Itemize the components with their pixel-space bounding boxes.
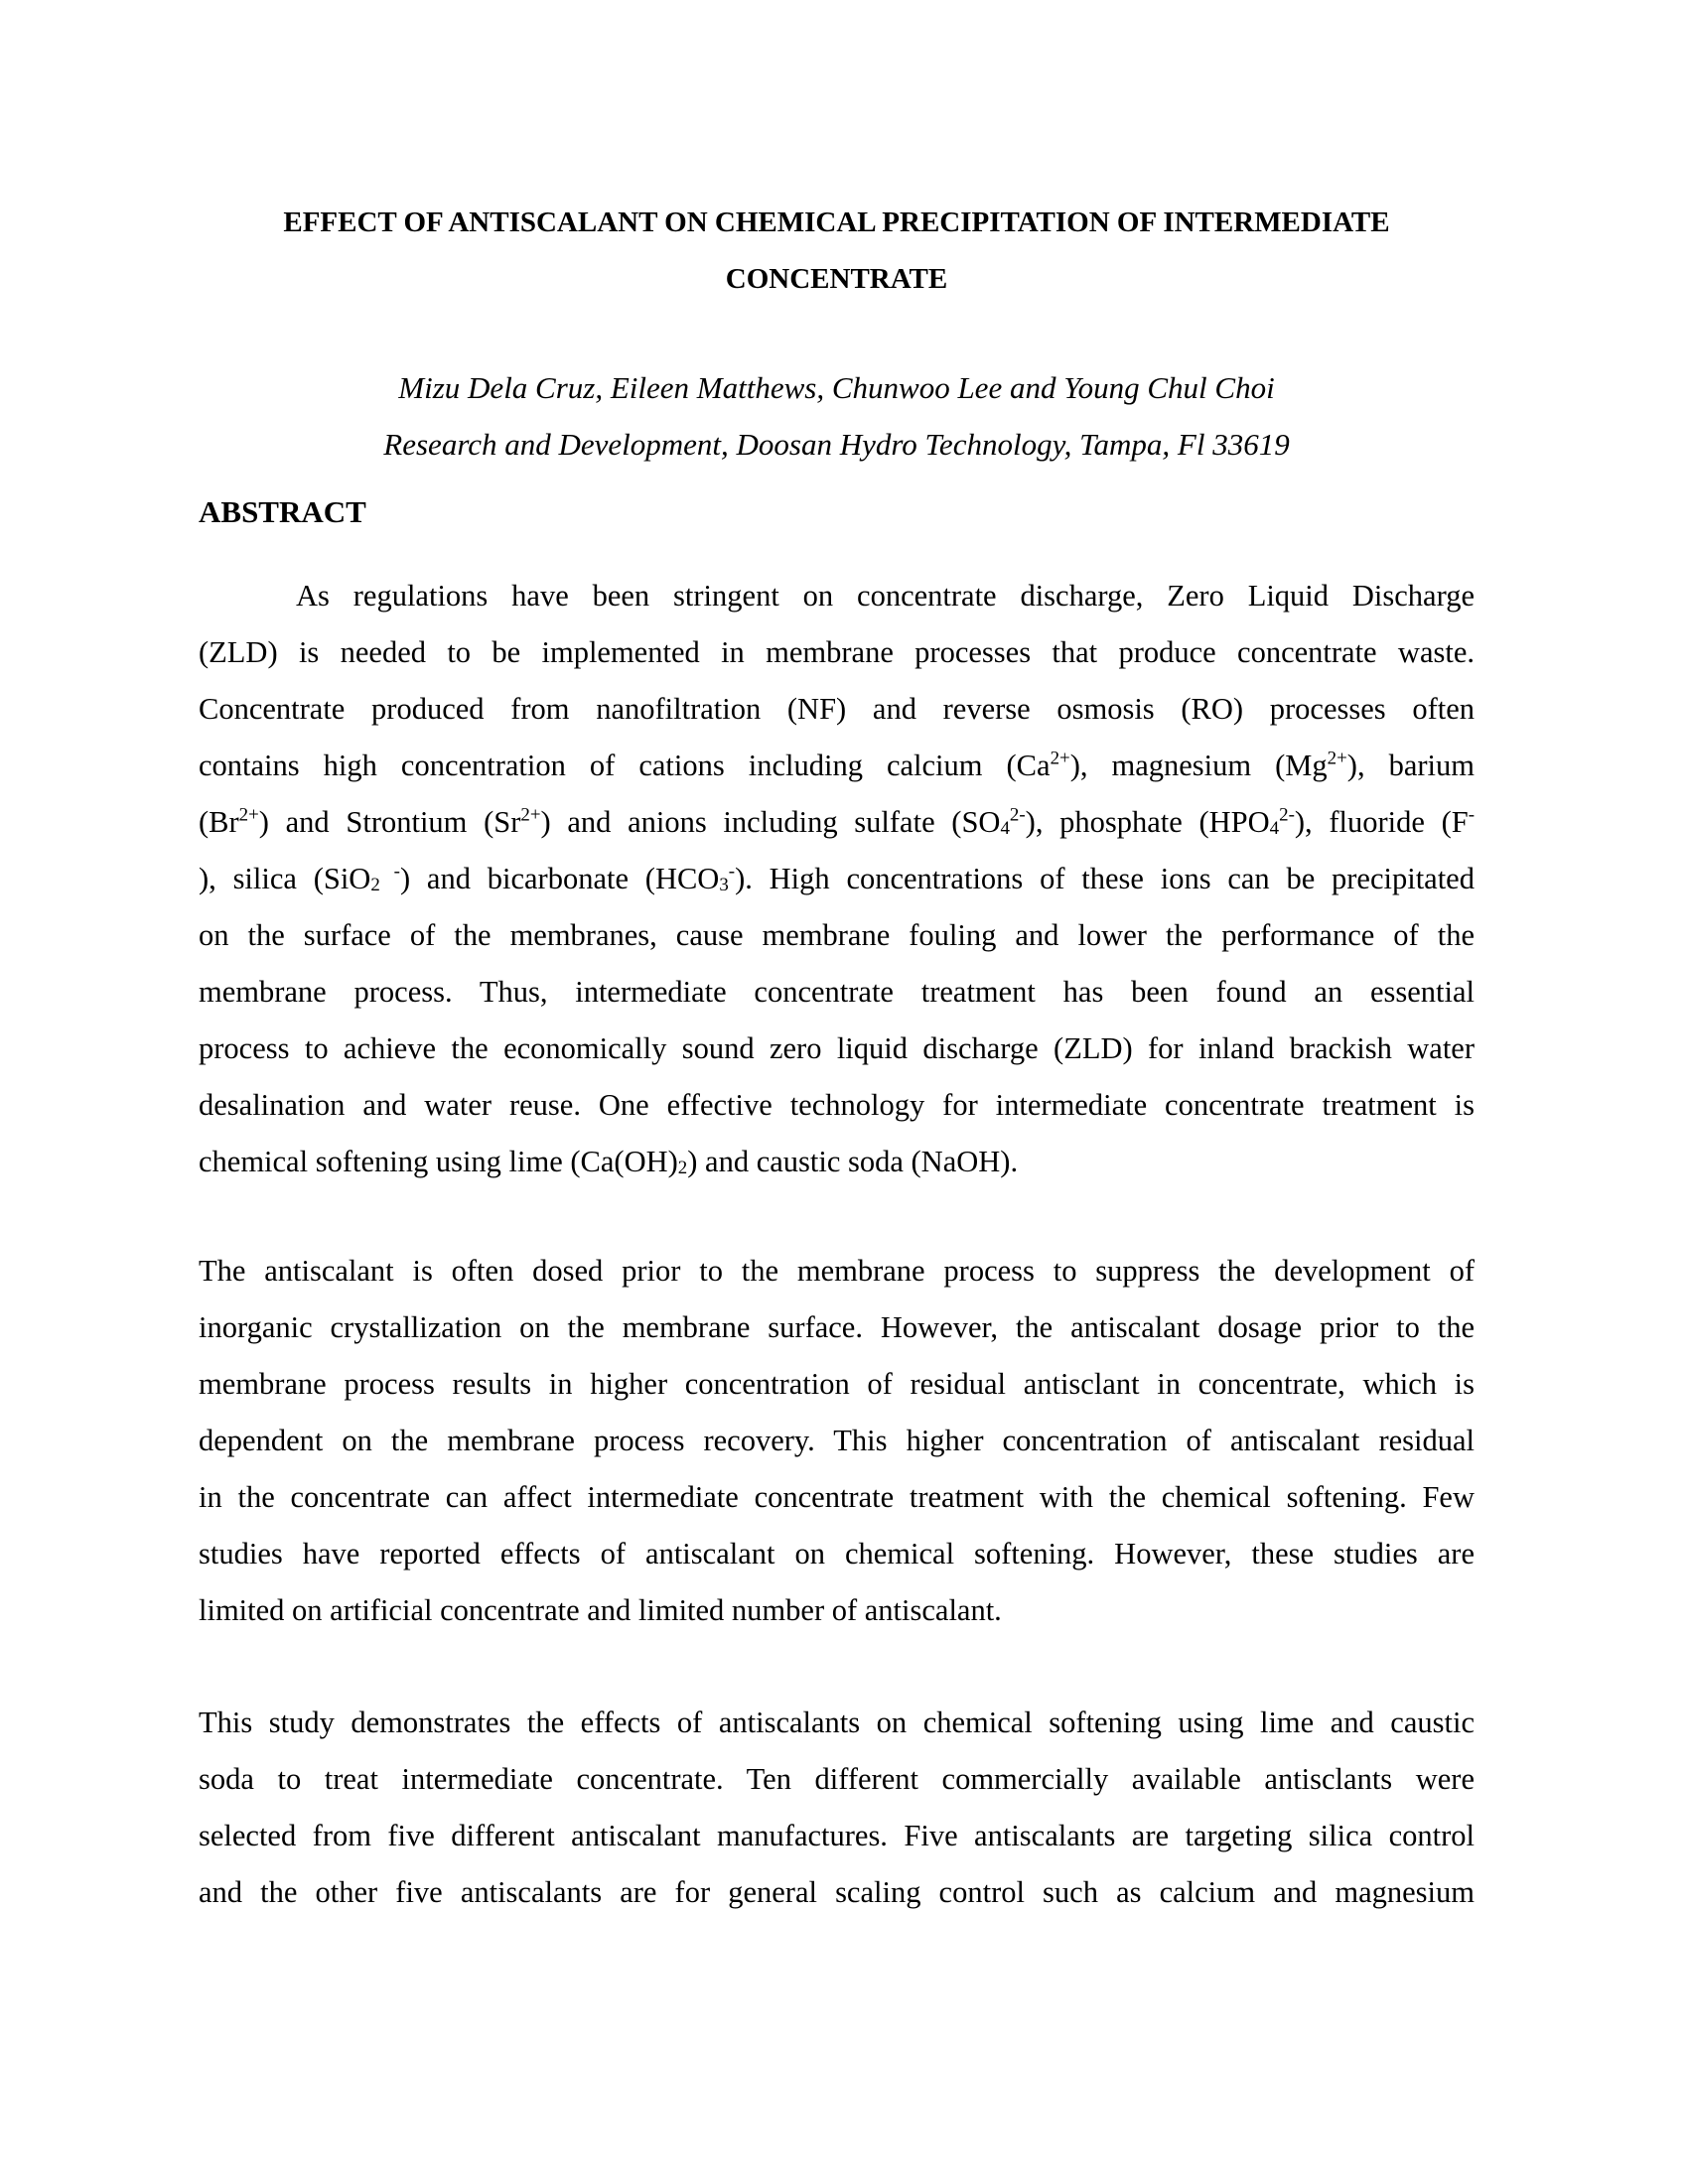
text-line: $(Br^{2+})$ and Strontium $(Sr^{2+})$ and anions including sulfate $(SO_4^{2-})$, phosphate $(HPO_4^{2-})$, fluoride (F-	[199, 804, 1476, 839]
author-block	[199, 359, 1475, 473]
text-line: soda to treat intermediate concentrate. Ten different commercially available antisclants were	[199, 1762, 1475, 1796]
text-line: The antiscalant is often dosed prior to the membrane process to suppress the development of	[199, 1254, 1475, 1288]
text-line: Concentrate produced from nanofiltration (NF) and reverse osmosis (RO) processes often	[199, 692, 1475, 726]
text-line: on the surface of the membranes, cause membrane fouling and lower the performance of the	[199, 918, 1475, 952]
text-line: contains high concentration of cations including calcium $(Ca^{2+})$, magnesium $(Mg^{2+})$, barium	[199, 748, 1475, 782]
text-line: inorganic crystallization on the membrane surface. However, the antiscalant dosage prior to the	[199, 1310, 1475, 1344]
abstract-paragraph-2	[199, 1243, 1475, 1639]
text-line: ), silica (SiO$_2$ -) and bicarbonate $(HCO_3^-)$. High concentrations of these ions can be precipitated	[199, 861, 1475, 895]
text-line: (ZLD) is needed to be implemented in membrane processes that produce concentrate waste.	[199, 635, 1475, 669]
text-line: limited on artificial concentrate and limited number of antiscalant.	[199, 1593, 1002, 1627]
affiliation: Research and Development, Doosan Hydro Technology, Tampa, Fl 33619	[383, 427, 1290, 462]
text-line: This study demonstrates the effects of antiscalants on chemical softening using lime and caustic	[199, 1706, 1475, 1739]
text-line: chemical softening using lime $(Ca(OH)_2)$ and caustic soda (NaOH).	[199, 1145, 1019, 1178]
text-line: process to achieve the economically sound zero liquid discharge (ZLD) for inland brackish water	[199, 1031, 1475, 1065]
text-line: As regulations have been stringent on concentrate discharge, Zero Liquid Discharge	[296, 579, 1475, 613]
text-line: membrane process. Thus, intermediate concentrate treatment has been found an essential	[199, 975, 1475, 1009]
authors: Mizu Dela Cruz, Eileen Matthews, Chunwoo Lee and Young Chul Choi	[398, 370, 1275, 405]
text-line: and the other five antiscalants are for general scaling control such as calcium and magnesium	[199, 1875, 1475, 1909]
paper-title	[199, 195, 1475, 308]
abstract-heading: ABSTRACT	[199, 494, 366, 529]
text-line: studies have reported effects of antiscalant on chemical softening. However, these studies are	[199, 1537, 1475, 1570]
title-line-1: EFFECT OF ANTISCALANT ON CHEMICAL PRECIPITATION OF INTERMEDIATE	[283, 206, 1390, 238]
text-line: selected from five different antiscalant manufactures. Five antiscalants are targeting silica control	[199, 1819, 1475, 1852]
text-line: desalination and water reuse. One effective technology for intermediate concentrate treatment is	[199, 1088, 1475, 1122]
abstract-paragraph-3	[199, 1695, 1475, 1921]
text-line: in the concentrate can affect intermediate concentrate treatment with the chemical softening. Few	[199, 1480, 1475, 1514]
text-line: membrane process results in higher concentration of residual antisclant in concentrate, which is	[199, 1367, 1475, 1401]
abstract-paragraph-1	[199, 568, 1475, 1190]
text-line: dependent on the membrane process recovery. This higher concentration of antiscalant residual	[199, 1424, 1475, 1457]
title-line-2: CONCENTRATE	[725, 263, 948, 295]
